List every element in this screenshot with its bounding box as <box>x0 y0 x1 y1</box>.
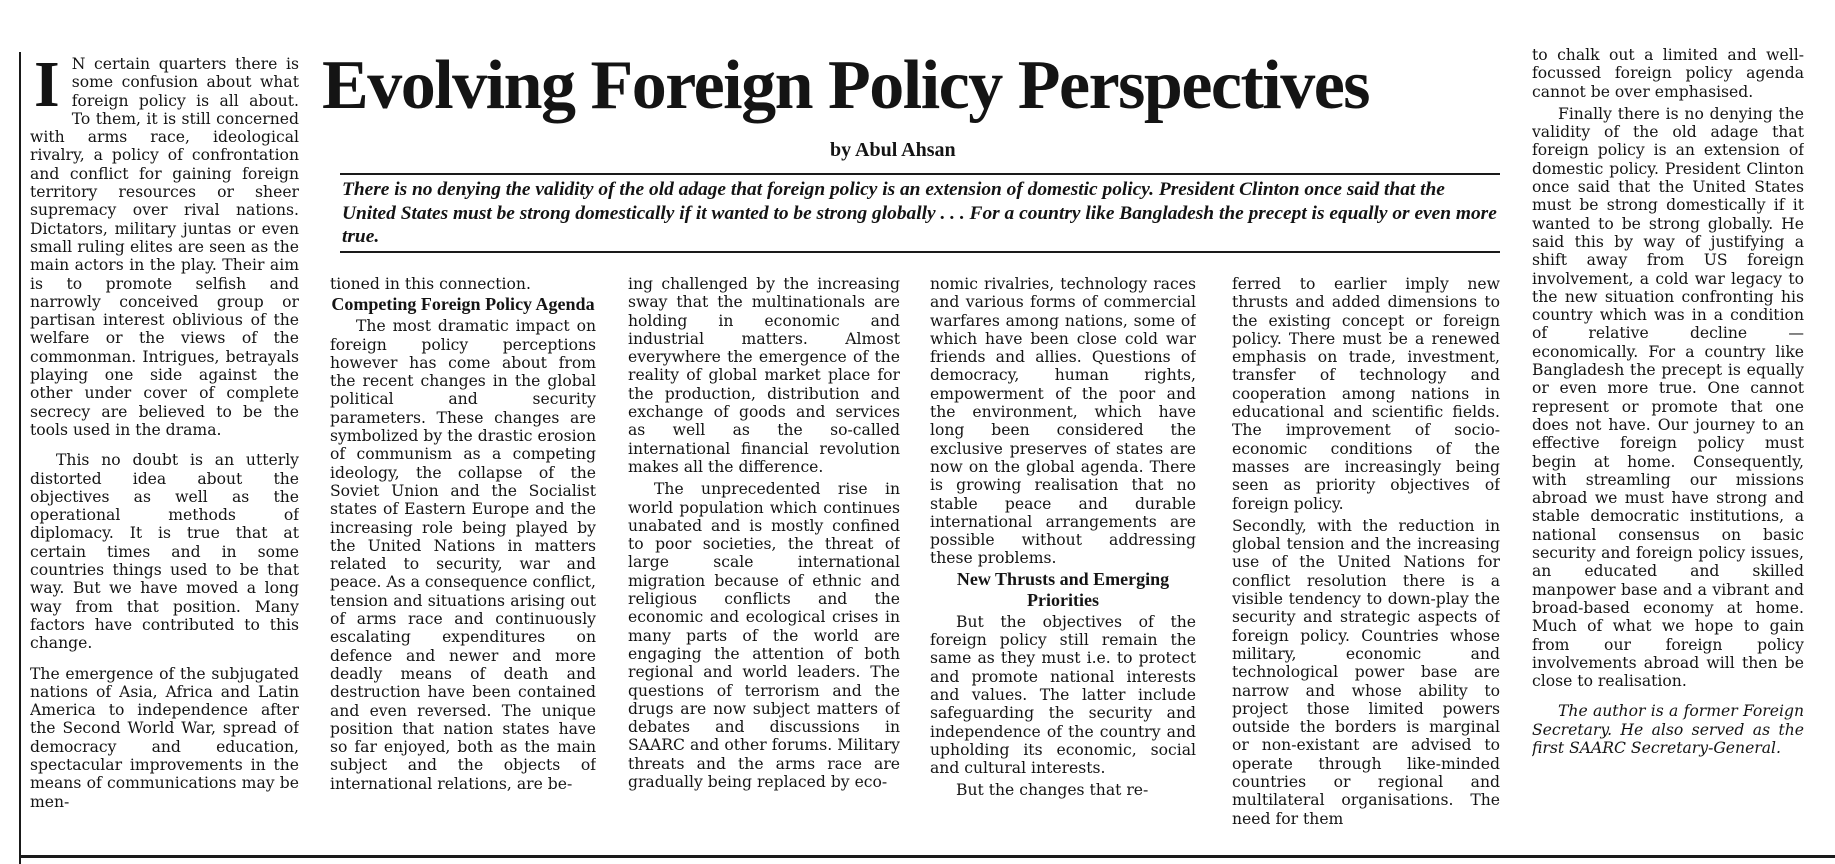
paragraph: But the objectives of the foreign policy still remain the same as they must i.e. to protect and promote national interests and values. The latter include safeguarding the security and independence of the country and upholding its economic, social and cultural interests. <box>930 612 1196 778</box>
paragraph: But the changes that re- <box>956 781 1149 800</box>
bottom-rule <box>19 855 1835 858</box>
drop-cap: I <box>34 55 60 121</box>
column-rule <box>19 52 21 864</box>
column-5 <box>1232 275 1500 855</box>
paragraph: The emergence of the subjugated nations of Asia, Africa and Latin America to independence after the Second World War, spread of democracy and education, spectacular improvements in the means of communications may be men- <box>30 664 299 811</box>
paragraph: ferred to earlier imply new thrusts and added dimensions to the existing concept or foreign policy. There must be a renewed emphasis on trade, investment, transfer of technology and cooperation among nations in educational and scientific fields. The improvement of socio-economic conditions of the masses are increasingly being seen as priority objectives of foreign policy. <box>1232 275 1500 513</box>
paragraph: tioned in this connection. <box>330 275 531 293</box>
paragraph: nomic rivalries, technology races and various forms of commercial warfares among nations, some of which have been close cold war friends and allies. Questions of democracy, human rights, empowerment of the poor and the environment, which have long been considered the exclusive preserves of states are now on the global agenda. There is growing realisation that no stable peace and durable international arrangements are possible without addressing these problems. <box>930 275 1196 568</box>
column-3 <box>628 275 900 855</box>
column-2 <box>330 275 596 855</box>
column-4 <box>930 275 1196 855</box>
author-credit-text: The author is a former Foreign Secretary. He also served as the first SAARC Secretary-General. <box>1532 702 1804 757</box>
paragraph: This no doubt is an utterly distorted idea about the objectives as well as the operational methods of diplomacy. It is true that at certain times and in some countries things used to be that way. But we have moved a long way from that position. Many factors have contributed to this change. <box>30 451 299 653</box>
deck-rule-top <box>340 173 1500 175</box>
paragraph: The most dramatic impact on foreign policy perceptions however has come about from the recent changes in the global political and security parameters. These changes are symbolized by the drastic erosion of communism as a competing ideology, the collapse of the Soviet Union and the Socialist states of Eastern Europe and the increasing role being played by the United Nations in matters related to security, war and peace. As a consequence conflict, tension and situations arising out of arms race and continuously escalating expenditures on defence and newer and more deadly means of death and destruction have been contained and even reversed. The unique position that nation states have so far enjoyed, both as the main subject and the objects of international relations, are be- <box>330 317 596 793</box>
deck-rule-bottom <box>340 251 1500 253</box>
headline: Evolving Foreign Policy Perspectives <box>322 47 1370 124</box>
deck: There is no denying the validity of the old adage that foreign policy is an extension of domestic policy. President Clinton once said that the United States must be strong domestically if it wanted to be strong globally . . . For a country like Bangladesh the precept is equally or even more true. <box>342 179 1497 247</box>
column-1 <box>30 55 299 855</box>
paragraph: The unprecedented rise in world population which continues unabated and is mostly confined to poor societies, the threat of large scale international migration because of ethnic and religious conflicts and the economic and ecological crises in many parts of the world are engaging the attention of both regional and world leaders. The questions of terrorism and the drugs are now subject matters of debates and discussions in SAARC and other forums. Military threats and the arms race are gradually being replaced by eco- <box>628 480 900 792</box>
subheading: Competing Foreign Policy Agenda <box>331 294 595 315</box>
paragraph: ing challenged by the increasing sway that the multinationals are holding in economic and industrial matters. Almost everywhere the emergence of the reality of global market place for the production, distribution and exchange of goods and services as well as the so-called international financial revolution makes all the difference. <box>628 275 900 476</box>
paragraph <box>30 55 299 439</box>
paragraph: Secondly, with the reduction in global tension and the increasing use of the United Nations for conflict resolution there is a visible tendency to down-play the security and strategic aspects of foreign policy. Countries whose military, economic and technological power base are narrow and whose ability to project those limited powers outside the borders is marginal or non-existant are advised to operate through like-minded countries or regional and multilateral organisations. The need for them <box>1232 516 1500 828</box>
column-6 <box>1532 46 1804 855</box>
paragraph: to chalk out a limited and well-focussed foreign policy agenda cannot be over emphasised. <box>1532 46 1804 101</box>
paragraph: Finally there is no denying the validity of the old adage that foreign policy is an extension of domestic policy. President Clinton once said that the United States must be strong domestically if it wanted to be strong globally. He said this by way of justifying a shift away from US foreign involvement, a cold war legacy to the new situation confronting his country which was in a condition of relative decline — economically. For a country like Bangladesh the precept is equally or even more true. One cannot represent or promote that one does not have. Our journey to an effective foreign policy must begin at home. Consequently, with streamling our missions abroad we must have strong and stable democratic institutions, a national consensus on basic security and foreign policy issues, an educated and skilled manpower base and a vibrant and broad-based economy at home. Much of what we hope to gain from our foreign policy involvements abroad will then be close to realisation. <box>1532 104 1804 691</box>
paragraph-text: N certain quarters there is some confusion about what foreign policy is all about. To them, it is still concerned with arms race, ideological rivalry, a policy of confrontation and conflict for gaining foreign territory resources or sheer supremacy over rival nations. Dictators, military juntas or even small ruling elites are seen as the main actors in the play. Their aim is to promote selfish and narrowly conceived group or partisan interest oblivious of the welfare or the views of the commonman. Intrigues, betrayals playing one side against the other under cover of complete secrecy are believed to be the tools used in the drama. <box>30 55 299 439</box>
author-credit <box>1532 702 1804 757</box>
subheading: New Thrusts and Emerging Priorities <box>956 568 1170 610</box>
byline: by Abul Ahsan <box>830 139 956 161</box>
